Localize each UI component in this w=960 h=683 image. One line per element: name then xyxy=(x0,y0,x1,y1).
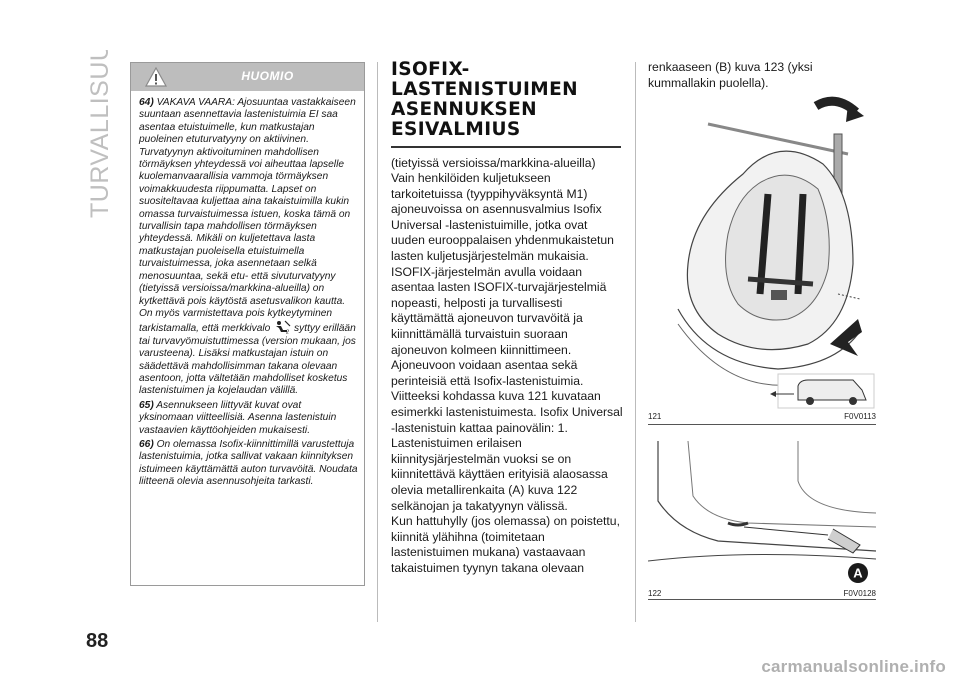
page-number: 88 xyxy=(86,630,109,652)
figure-122 xyxy=(648,441,876,600)
note-item-64: 64) VAKAVA VAARA: Ajosuuntaa vastakkaiseen suuntaan asennettavia lastenistuimia EI saa asentaa etuistuimelle, kun matkustajan puoleinen etuturvatyyny on aktiivinen. Turvatyynyn aktivoituminen mahdollisen törmäyksen yhteydessä voi aiheuttaa lapselle kuolemanvaarallisia vammoja törmäyksen voimakkuudesta riippumatta. Lapset on suositeltavaa kuljettaa aina takaistuimilla kukin omassa turvaistuimessa istuen, koska tämä on turvallisin tapa mahdollisen törmäyksen yhteydessä. Mikäli on kuljetettava lasta matkustajan puoleisella etuistuimella turvaistuimessa, joka asennetaan selkä menosuuntaa, sekä etu- että sivuturvatyyny (tietyissä versioissa/markkina-alueilla) on kytkettävä pois käytöstä asetusvalikon kautta. On myös varmistettava pois kytkeytyminen tarkistamalla, että merkkivalo 2 syttyy erillään tai turvavyömuistuttimessa (version mukaan, jos varusteena). Lisäksi matkustajan istuin on säädettävä mahdollisimman takana olevaan asentoon, jotta vältetään mahdolliset kosketus lastenistuimen ja kojelaudan välillä. xyxy=(139,97,356,397)
section-title-text: TURVALLISUUS xyxy=(86,50,114,218)
note-item-65: 65) Asennukseen liittyvät kuvat ovat yksinomaan viitteellisiä. Asenna lastenistuin vastaavien käyttöohjeiden mukaisesti. xyxy=(139,399,337,436)
figure-number: 121 xyxy=(648,412,662,421)
paragraph: Ajoneuvoon voidaan asentaa sekä perinteisiä että Isofix-lastenistuimia. xyxy=(391,358,584,388)
figure-code: F0V0113 xyxy=(844,412,876,421)
figure-code: F0V0128 xyxy=(843,589,876,598)
note-body xyxy=(131,91,364,495)
figure-121 xyxy=(648,94,876,425)
callout-a-label: A xyxy=(853,565,863,581)
figure-number: 122 xyxy=(648,589,662,598)
column-divider xyxy=(377,62,378,622)
isofix-section xyxy=(391,60,623,577)
paragraph: ISOFIX-järjestelmän avulla voidaan asentaa lasten ISOFIX-turvajärjestelmiä nopeasti, helposti ja turvallisesti käyttämättä ajoneuvon turvavöitä ja kiinnittämällä turvaistuin suoraan ajoneuvon kolmeen kiinnittimeen. xyxy=(391,264,607,357)
isofix-anchor-illustration xyxy=(648,441,876,587)
paragraph: (tietyissä versioissa/markkina-alueilla) xyxy=(391,155,596,170)
paragraph: Vain henkilöiden kuljetukseen tarkoitetuissa (tyyppihyväksyntä M1) ajoneuvoissa on asennusvalmius Isofix Universal -lastenistuimille, jotka ovat uuden eurooppalaisen yhdenmukaistetun lasten kuljetusjärjestelmän mukaisia. xyxy=(391,171,614,264)
note-item-66: 66) On olemassa Isofix-kiinnittimillä varustettuja lastenistuimia, jotka sallivat vakaan kiinnityksen istuimeen käyttämättä auton turvavöitä. Noudata liitteenä olevia asennusohjeita tarkasti. xyxy=(139,438,358,488)
heading-rule xyxy=(391,146,621,148)
child-seat-illustration xyxy=(648,94,876,412)
paragraph: Viitteeksi kohdassa kuva 121 kuvataan esimerkki lastenistuimesta. Isofix Universal -lastenistuin kattaa painovälin: 1. xyxy=(391,389,623,435)
section-title xyxy=(82,50,116,220)
paragraph: Kun hattuhylly (jos olemassa) on poistettu, kiinnitä ylähihna (toimitetaan lastenistuimen mukana) vastaavaan takaistuimen tyynyn takana olevaan xyxy=(391,514,620,575)
paragraph: Lastenistuimen erilaisen kiinnitysjärjestelmän vuoksi se on kiinnitettävä käyttäen erityisiä alaosassa olevia metallirenkaita (A) kuva 122 selkänojan ja takatyynyn välissä. xyxy=(391,436,608,513)
svg-text:2: 2 xyxy=(286,329,290,335)
airbag-off-warning-icon xyxy=(273,320,291,334)
footer-watermark: carmanualsonline.info xyxy=(761,657,946,676)
warning-note-box xyxy=(130,62,365,586)
section-heading: ISOFIX- LASTENISTUIMEN ASENNUKSEN ESIVALMIUS xyxy=(391,59,579,140)
continuation-text: renkaaseen (B) kuva 123 (yksi kummallakin puolella). xyxy=(648,60,813,90)
section-body xyxy=(391,156,623,577)
column-divider xyxy=(635,62,636,622)
note-title: HUOMIO xyxy=(241,69,294,83)
note-header xyxy=(131,63,364,91)
